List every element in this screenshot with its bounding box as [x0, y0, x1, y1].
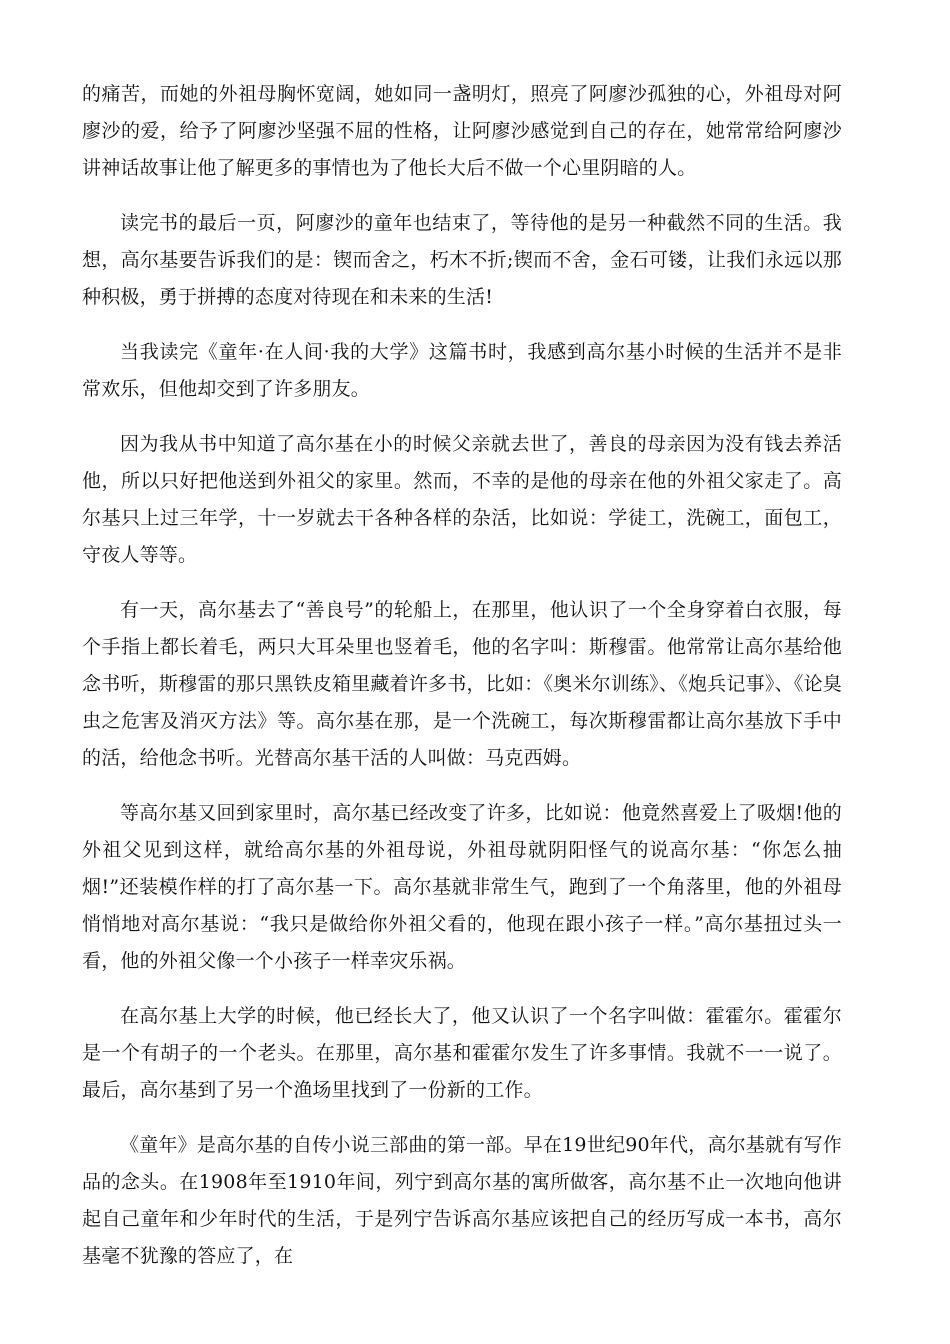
paragraph-ending-reflection: 读完书的最后一页，阿廖沙的童年也结束了，等待他的是另一种截然不同的生活。我想，高尔基要告诉我们的是：锲而舍之，朽木不折;锲而不舍，金石可镂，让我们永远以那种积极，勇于拼搏的态度对待现在和未来的生活! — [82, 212, 842, 308]
paragraph-continuation: 的痛苦，而她的外祖母胸怀宽阔，她如同一盏明灯，照亮了阿廖沙孤独的心，外祖母对阿廖沙的爱，给予了阿廖沙坚强不屈的性格，让阿廖沙感觉到自己的存在，她常常给阿廖沙讲神话故事让他了解更多的事情也为了他长大后不做一个心里阴暗的人。 — [82, 83, 842, 179]
paragraph-smoking: 等高尔基又回到家里时，高尔基已经改变了许多，比如说：他竟然喜爱上了吸烟!他的外祖父见到这样，就给高尔基的外祖母说，外祖母就阴阳怪气的说高尔基：“你怎么抽烟!”还装模作样的打了高尔基一下。高尔基就非常生气，跑到了一个角落里，他的外祖母悄悄地对高尔基说：“我只是做给你外祖父看的，他现在跟小孩子一样。”高尔基扭过头一看，他的外祖父像一个小孩子一样幸灾乐祸。 — [82, 802, 842, 972]
paragraph-steamboat: 有一天，高尔基去了“善良号”的轮船上，在那里，他认识了一个全身穿着白衣服，每个手指上都长着毛，两只大耳朵里也竖着毛，他的名字叫：斯穆雷。他常常让高尔基给他念书听，斯穆雷的那只黑铁皮箱里藏着许多书，比如：《奥米尔训练》、《炮兵记事》、《论臭虫之危害及消灭方法》等。高尔基在那，是一个洗碗工，每次斯穆雷都让高尔基放下手中的活，给他念书听。光替高尔基干活的人叫做：马克西姆。 — [82, 599, 842, 769]
paragraph-childhood: 因为我从书中知道了高尔基在小的时候父亲就去世了，善良的母亲因为没有钱去养活他，所以只好把他送到外祖父的家里。然而，不幸的是他的母亲在他的外祖父家走了。高尔基只上过三年学，十一岁就去干各种各样的杂活，比如说：学徒工，洗碗工，面包工，守夜人等等。 — [82, 433, 842, 566]
paragraph-university: 在高尔基上大学的时候，他已经长大了，他又认识了一个名字叫做：霍霍尔。霍霍尔是一个有胡子的一个老头。在那里，高尔基和霍霍尔发生了许多事情。我就不一一说了。最后，高尔基到了另一个渔场里找到了一份新的工作。 — [82, 1005, 842, 1101]
paragraph-background: 《童年》是高尔基的自传小说三部曲的第一部。早在19世纪90年代，高尔基就有写作品的念头。在1908年至1910年间，列宁到高尔基的寓所做客，高尔基不止一次地向他讲起自己童年和少年时代的生活，于是列宁告诉高尔基应该把自己的经历写成一本书，高尔基毫不犹豫的答应了，在 — [82, 1134, 842, 1267]
paragraph-intro: 当我读完《童年·在人间·我的大学》这篇书时，我感到高尔基小时候的生活并不是非常欢乐，但他却交到了许多朋友。 — [82, 341, 842, 400]
